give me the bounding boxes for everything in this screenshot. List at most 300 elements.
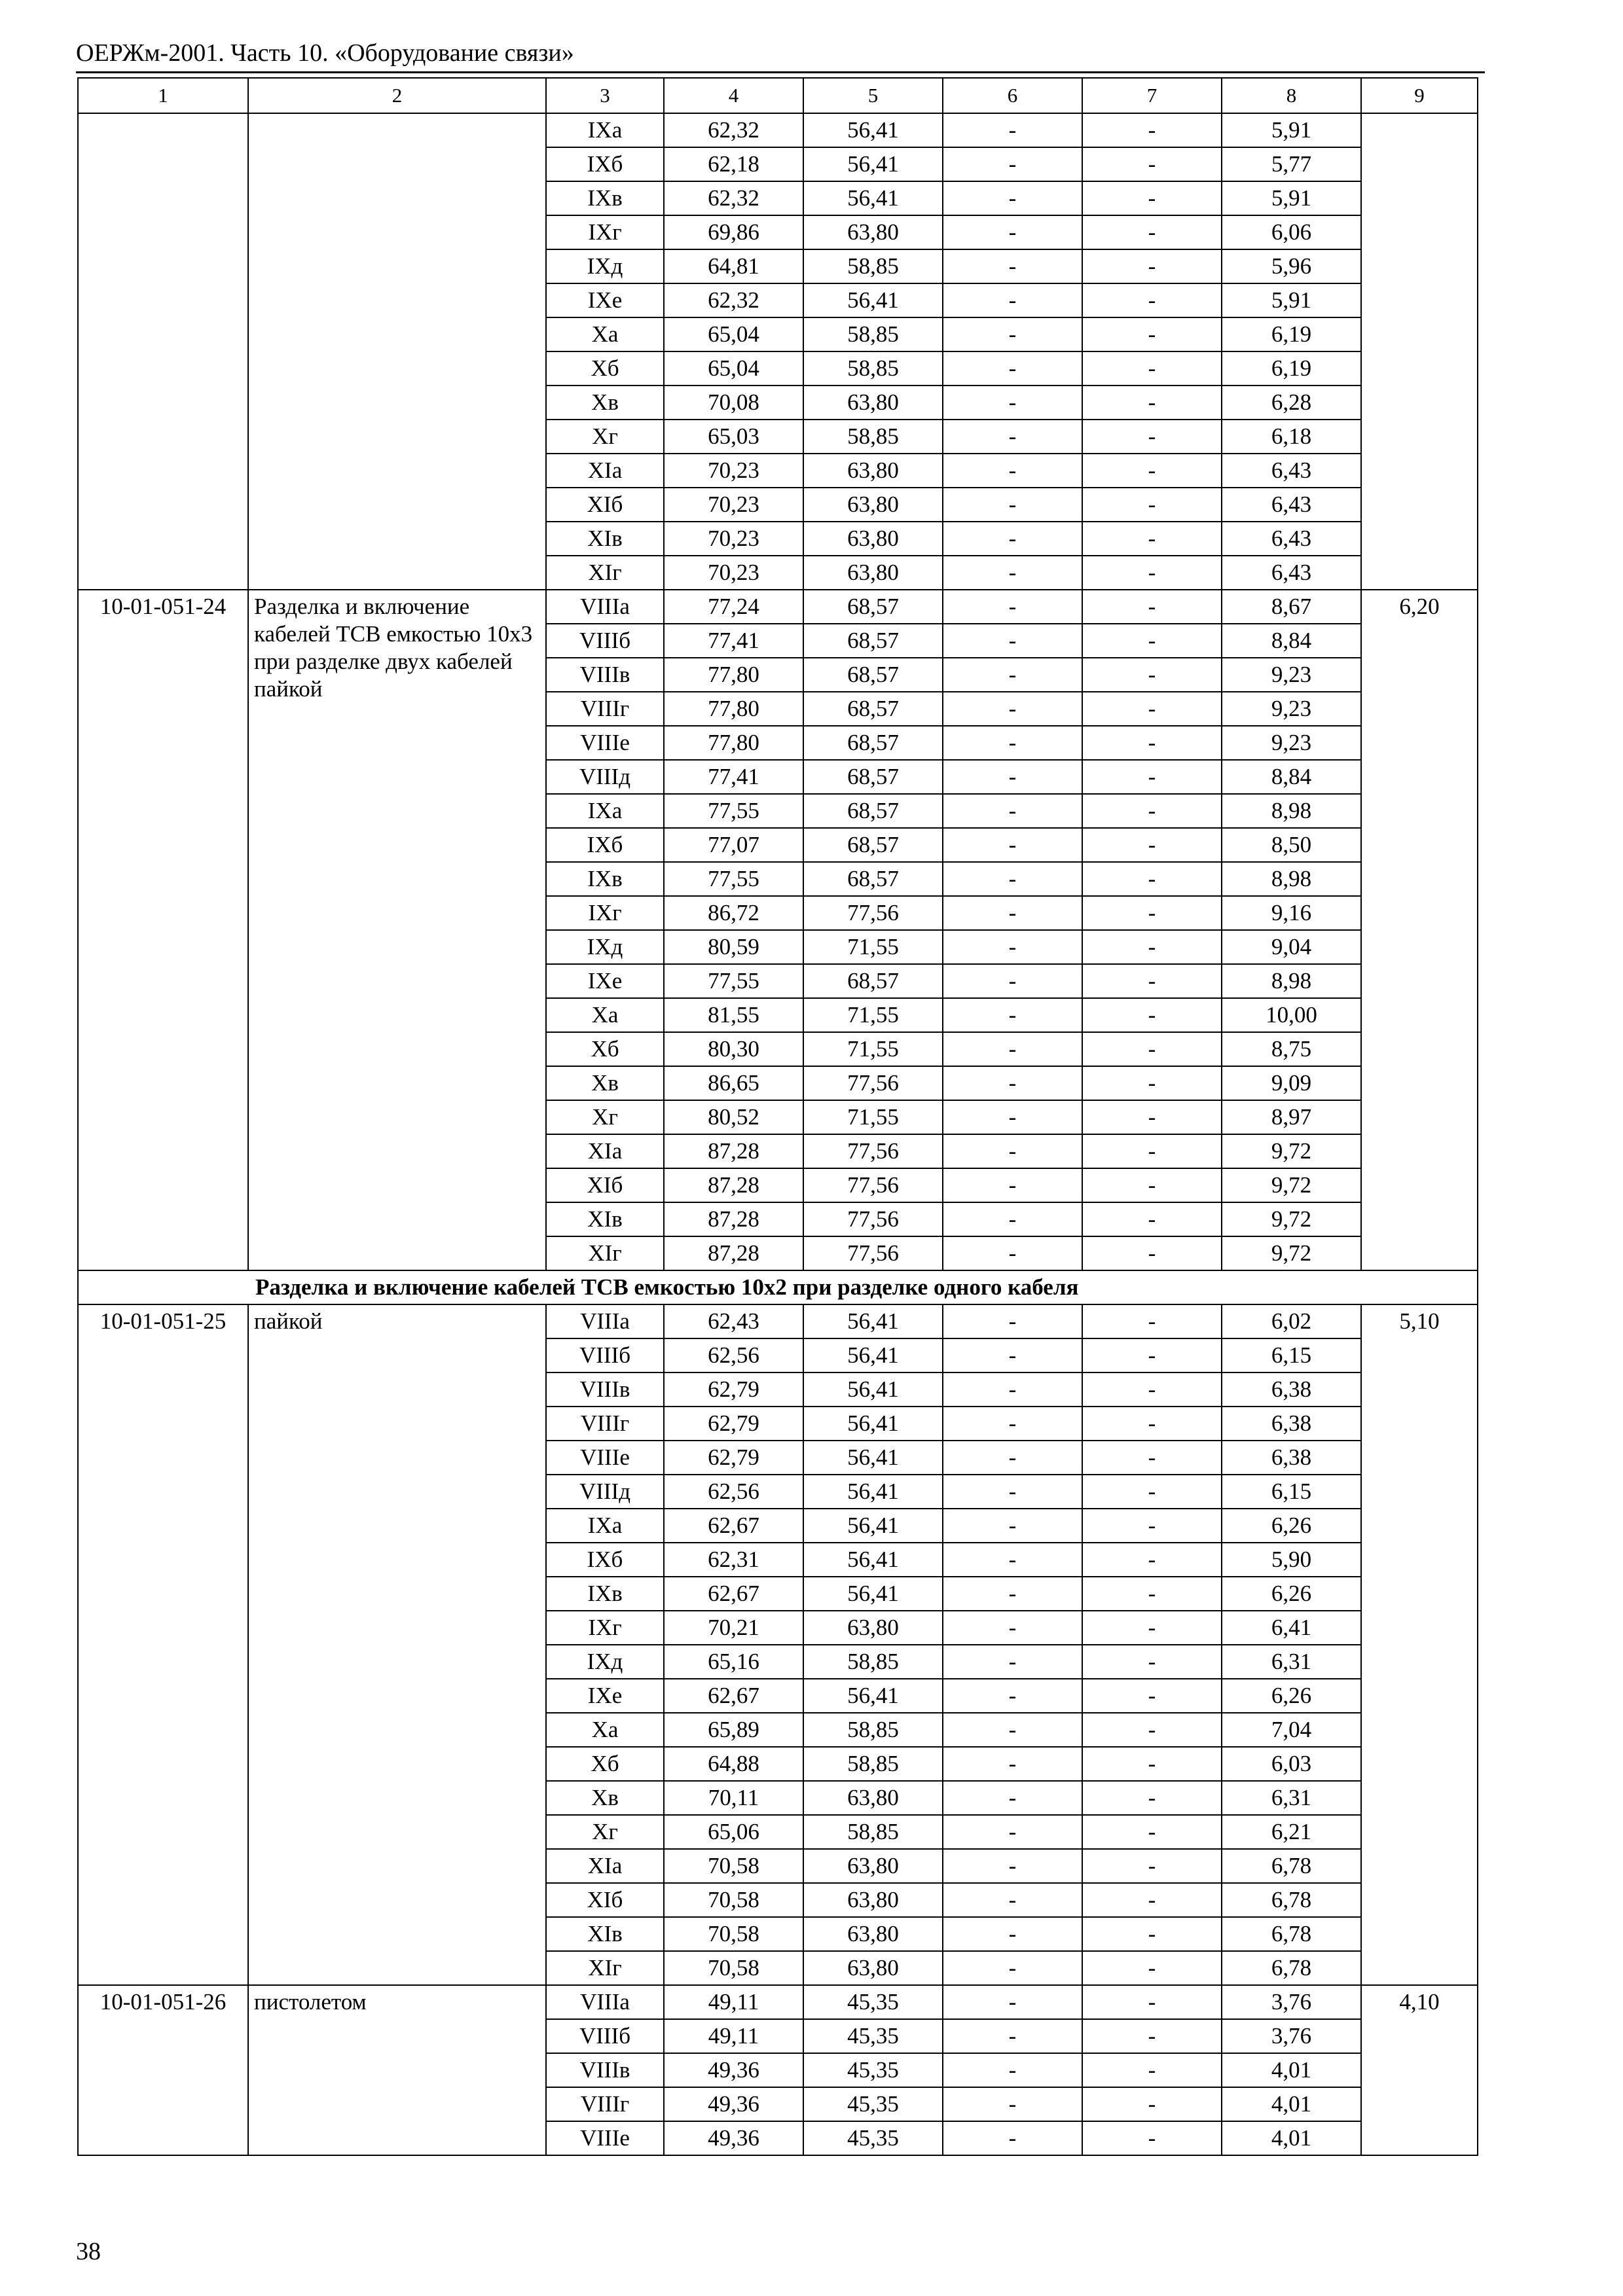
col8-value: 4,01 [1222, 2087, 1361, 2121]
col8-value: 6,41 [1222, 1611, 1361, 1645]
zone-code: Xв [546, 1066, 664, 1100]
col7-value: - [1082, 1951, 1222, 1985]
col8-value: 8,50 [1222, 828, 1361, 862]
col8-value: 9,16 [1222, 896, 1361, 930]
col7-value: - [1082, 522, 1222, 556]
col6-value: - [943, 1509, 1082, 1543]
col6-value: - [943, 1747, 1082, 1781]
col9-value: 5,10 [1361, 1304, 1478, 1985]
col4-value: 62,79 [664, 1407, 803, 1441]
zone-code: VIIIб [546, 1338, 664, 1372]
col8-value: 6,78 [1222, 1951, 1361, 1985]
col5-value: 68,57 [803, 794, 943, 828]
col7-value: - [1082, 1679, 1222, 1713]
col8-value: 9,09 [1222, 1066, 1361, 1100]
col4-value: 77,55 [664, 794, 803, 828]
col5-value: 63,80 [803, 488, 943, 522]
col5-value: 63,80 [803, 1849, 943, 1883]
col4-value: 62,67 [664, 1679, 803, 1713]
section-heading: Разделка и включение кабелей ТСВ емкостью 10х2 при разделке одного кабеля [78, 1270, 1478, 1304]
zone-code: VIIIг [546, 1407, 664, 1441]
col5-value: 68,57 [803, 760, 943, 794]
col7-value: - [1082, 1372, 1222, 1407]
col8-value: 3,76 [1222, 1985, 1361, 2019]
col5-value: 56,41 [803, 1679, 943, 1713]
col7-value: - [1082, 556, 1222, 590]
col7-value: - [1082, 1475, 1222, 1509]
col7-value: - [1082, 147, 1222, 181]
col6-value: - [943, 1985, 1082, 2019]
col7-value: - [1082, 1100, 1222, 1134]
col6-value: - [943, 522, 1082, 556]
col5-value: 56,41 [803, 113, 943, 147]
col8-value: 6,26 [1222, 1577, 1361, 1611]
col5-value: 68,57 [803, 658, 943, 692]
col6-value: - [943, 1781, 1082, 1815]
table-row [78, 590, 1478, 624]
col5-value: 77,56 [803, 896, 943, 930]
col8-value: 8,98 [1222, 862, 1361, 896]
col7-value: - [1082, 828, 1222, 862]
col5-value: 45,35 [803, 1985, 943, 2019]
col8-value: 6,15 [1222, 1475, 1361, 1509]
col8-value: 8,84 [1222, 624, 1361, 658]
col6-value: - [943, 1407, 1082, 1441]
col7-value: - [1082, 930, 1222, 964]
norm-code: 10-01-051-26 [78, 1985, 248, 2155]
column-header: 6 [943, 78, 1082, 113]
col7-value: - [1082, 760, 1222, 794]
zone-code: XIг [546, 556, 664, 590]
col4-value: 77,80 [664, 726, 803, 760]
col7-value: - [1082, 1849, 1222, 1883]
col8-value: 5,96 [1222, 249, 1361, 283]
col5-value: 63,80 [803, 522, 943, 556]
col4-value: 87,28 [664, 1236, 803, 1270]
zone-code: VIIIв [546, 2053, 664, 2087]
col8-value: 5,77 [1222, 147, 1361, 181]
col8-value: 6,31 [1222, 1781, 1361, 1815]
col7-value: - [1082, 896, 1222, 930]
col7-value: - [1082, 283, 1222, 317]
col6-value: - [943, 1679, 1082, 1713]
norm-description: Разделка и включение кабелей ТСВ емкостью 10х3 при разделке двух кабелей пайкой [248, 590, 546, 1270]
col7-value: - [1082, 2087, 1222, 2121]
zone-code: Xб [546, 1032, 664, 1066]
col4-value: 87,28 [664, 1202, 803, 1236]
col8-value: 6,43 [1222, 556, 1361, 590]
col6-value: - [943, 1168, 1082, 1202]
col5-value: 63,80 [803, 386, 943, 420]
col8-value: 6,06 [1222, 215, 1361, 249]
col7-value: - [1082, 181, 1222, 215]
col9-value: 6,20 [1361, 590, 1478, 1270]
col5-value: 56,41 [803, 1407, 943, 1441]
col7-value: - [1082, 1577, 1222, 1611]
zone-code: XIг [546, 1236, 664, 1270]
col6-value: - [943, 1849, 1082, 1883]
col5-value: 56,41 [803, 1304, 943, 1338]
zone-code: Xг [546, 1100, 664, 1134]
col5-value: 56,41 [803, 283, 943, 317]
col8-value: 6,19 [1222, 317, 1361, 351]
col4-value: 87,28 [664, 1134, 803, 1168]
col6-value: - [943, 590, 1082, 624]
col6-value: - [943, 249, 1082, 283]
col8-value: 3,76 [1222, 2019, 1361, 2053]
column-header-row [78, 78, 1478, 113]
col5-value: 56,41 [803, 181, 943, 215]
col8-value: 5,91 [1222, 283, 1361, 317]
zone-code: VIIIв [546, 658, 664, 692]
col6-value: - [943, 726, 1082, 760]
col7-value: - [1082, 454, 1222, 488]
col5-value: 58,85 [803, 1713, 943, 1747]
col5-value: 71,55 [803, 998, 943, 1032]
col4-value: 64,81 [664, 249, 803, 283]
col8-value: 6,31 [1222, 1645, 1361, 1679]
norm-description: пайкой [248, 1304, 546, 1985]
col4-value: 70,23 [664, 454, 803, 488]
col7-value: - [1082, 1407, 1222, 1441]
col4-value: 49,11 [664, 2019, 803, 2053]
zone-code: IXв [546, 862, 664, 896]
col6-value: - [943, 896, 1082, 930]
zone-code: XIв [546, 1917, 664, 1951]
col7-value: - [1082, 2121, 1222, 2155]
norm-code: 10-01-051-24 [78, 590, 248, 1270]
col6-value: - [943, 351, 1082, 386]
norm-description: пистолетом [248, 1985, 546, 2155]
col6-value: - [943, 1577, 1082, 1611]
col5-value: 45,35 [803, 2019, 943, 2053]
zone-code: Xа [546, 998, 664, 1032]
col7-value: - [1082, 1202, 1222, 1236]
col6-value: - [943, 1543, 1082, 1577]
col4-value: 62,67 [664, 1577, 803, 1611]
col7-value: - [1082, 420, 1222, 454]
col5-value: 71,55 [803, 1032, 943, 1066]
col8-value: 6,21 [1222, 1815, 1361, 1849]
col5-value: 56,41 [803, 1338, 943, 1372]
col8-value: 6,43 [1222, 522, 1361, 556]
col5-value: 71,55 [803, 1100, 943, 1134]
col5-value: 45,35 [803, 2121, 943, 2155]
col7-value: - [1082, 658, 1222, 692]
col8-value: 9,23 [1222, 726, 1361, 760]
zone-code: IXб [546, 828, 664, 862]
col4-value: 77,80 [664, 692, 803, 726]
col6-value: - [943, 1032, 1082, 1066]
col8-value: 8,98 [1222, 964, 1361, 998]
col7-value: - [1082, 1441, 1222, 1475]
col5-value: 45,35 [803, 2053, 943, 2087]
col5-value: 58,85 [803, 1645, 943, 1679]
col7-value: - [1082, 1032, 1222, 1066]
col6-value: - [943, 1951, 1082, 1985]
col4-value: 65,04 [664, 351, 803, 386]
col5-value: 58,85 [803, 249, 943, 283]
col4-value: 49,36 [664, 2053, 803, 2087]
col4-value: 65,03 [664, 420, 803, 454]
zone-code: XIб [546, 1883, 664, 1917]
col8-value: 6,78 [1222, 1883, 1361, 1917]
table-body [78, 78, 1478, 2155]
zone-code: IXг [546, 215, 664, 249]
zone-code: IXв [546, 1577, 664, 1611]
zone-code: VIIIд [546, 1475, 664, 1509]
col8-value: 6,38 [1222, 1372, 1361, 1407]
col7-value: - [1082, 1236, 1222, 1270]
col6-value: - [943, 2087, 1082, 2121]
col5-value: 56,41 [803, 1509, 943, 1543]
col4-value: 70,08 [664, 386, 803, 420]
col8-value: 9,72 [1222, 1168, 1361, 1202]
col5-value: 58,85 [803, 317, 943, 351]
col4-value: 62,79 [664, 1372, 803, 1407]
col5-value: 58,85 [803, 1815, 943, 1849]
col7-value: - [1082, 215, 1222, 249]
col7-value: - [1082, 998, 1222, 1032]
col6-value: - [943, 2053, 1082, 2087]
col4-value: 62,18 [664, 147, 803, 181]
col6-value: - [943, 113, 1082, 147]
col5-value: 56,41 [803, 1577, 943, 1611]
col6-value: - [943, 1202, 1082, 1236]
table-row [78, 1985, 1478, 2019]
col8-value: 8,75 [1222, 1032, 1361, 1066]
col4-value: 49,36 [664, 2121, 803, 2155]
zone-code: XIб [546, 488, 664, 522]
zone-code: IXа [546, 1509, 664, 1543]
col7-value: - [1082, 794, 1222, 828]
col8-value: 6,28 [1222, 386, 1361, 420]
col6-value: - [943, 658, 1082, 692]
col8-value: 5,90 [1222, 1543, 1361, 1577]
col4-value: 65,16 [664, 1645, 803, 1679]
col5-value: 68,57 [803, 862, 943, 896]
col9-value [1361, 113, 1478, 590]
column-header: 9 [1361, 78, 1478, 113]
col6-value: - [943, 1338, 1082, 1372]
col5-value: 58,85 [803, 1747, 943, 1781]
col5-value: 68,57 [803, 964, 943, 998]
col7-value: - [1082, 1883, 1222, 1917]
col6-value: - [943, 317, 1082, 351]
zone-code: IXг [546, 1611, 664, 1645]
column-header: 7 [1082, 78, 1222, 113]
zone-code: VIIIе [546, 2121, 664, 2155]
col5-value: 63,80 [803, 454, 943, 488]
col8-value: 6,43 [1222, 488, 1361, 522]
col8-value: 6,43 [1222, 454, 1361, 488]
zone-code: IXе [546, 964, 664, 998]
col7-value: - [1082, 351, 1222, 386]
col6-value: - [943, 1066, 1082, 1100]
col5-value: 68,57 [803, 624, 943, 658]
zone-code: IXд [546, 1645, 664, 1679]
col7-value: - [1082, 1985, 1222, 2019]
col6-value: - [943, 1883, 1082, 1917]
col4-value: 70,58 [664, 1883, 803, 1917]
col8-value: 7,04 [1222, 1713, 1361, 1747]
zone-code: VIIIа [546, 590, 664, 624]
col4-value: 70,23 [664, 556, 803, 590]
col5-value: 63,80 [803, 215, 943, 249]
col7-value: - [1082, 2053, 1222, 2087]
col4-value: 70,21 [664, 1611, 803, 1645]
col5-value: 56,41 [803, 1372, 943, 1407]
col4-value: 64,88 [664, 1747, 803, 1781]
col6-value: - [943, 556, 1082, 590]
col8-value: 10,00 [1222, 998, 1361, 1032]
col4-value: 77,24 [664, 590, 803, 624]
col4-value: 69,86 [664, 215, 803, 249]
zone-code: Xв [546, 386, 664, 420]
col6-value: - [943, 1815, 1082, 1849]
col8-value: 9,04 [1222, 930, 1361, 964]
col5-value: 77,56 [803, 1202, 943, 1236]
col7-value: - [1082, 964, 1222, 998]
col8-value: 4,01 [1222, 2053, 1361, 2087]
col7-value: - [1082, 1815, 1222, 1849]
zone-code: VIIIб [546, 624, 664, 658]
col8-value: 6,02 [1222, 1304, 1361, 1338]
col5-value: 68,57 [803, 590, 943, 624]
col4-value: 62,79 [664, 1441, 803, 1475]
col4-value: 70,23 [664, 522, 803, 556]
col5-value: 68,57 [803, 828, 943, 862]
col6-value: - [943, 283, 1082, 317]
col4-value: 77,41 [664, 760, 803, 794]
col5-value: 58,85 [803, 351, 943, 386]
zone-code: VIIIв [546, 1372, 664, 1407]
col5-value: 56,41 [803, 1475, 943, 1509]
col8-value: 6,18 [1222, 420, 1361, 454]
zone-code: Xг [546, 1815, 664, 1849]
col8-value: 6,15 [1222, 1338, 1361, 1372]
col6-value: - [943, 181, 1082, 215]
col4-value: 77,55 [664, 862, 803, 896]
col5-value: 63,80 [803, 1883, 943, 1917]
zone-code: VIIIд [546, 760, 664, 794]
col7-value: - [1082, 488, 1222, 522]
col6-value: - [943, 1713, 1082, 1747]
column-header: 1 [78, 78, 248, 113]
col4-value: 65,04 [664, 317, 803, 351]
col8-value: 6,26 [1222, 1509, 1361, 1543]
col6-value: - [943, 2019, 1082, 2053]
column-header: 5 [803, 78, 943, 113]
col6-value: - [943, 964, 1082, 998]
column-header: 3 [546, 78, 664, 113]
col8-value: 6,03 [1222, 1747, 1361, 1781]
zone-code: VIIIа [546, 1985, 664, 2019]
col4-value: 77,07 [664, 828, 803, 862]
col4-value: 77,41 [664, 624, 803, 658]
col5-value: 63,80 [803, 1781, 943, 1815]
zone-code: VIIIг [546, 2087, 664, 2121]
col7-value: - [1082, 1338, 1222, 1372]
col8-value: 6,78 [1222, 1917, 1361, 1951]
col6-value: - [943, 1134, 1082, 1168]
zone-code: Xб [546, 351, 664, 386]
zone-code: IXд [546, 249, 664, 283]
col7-value: - [1082, 1611, 1222, 1645]
zone-code: VIIIа [546, 1304, 664, 1338]
norm-description [248, 113, 546, 590]
col4-value: 86,65 [664, 1066, 803, 1100]
col8-value: 6,26 [1222, 1679, 1361, 1713]
zone-code: VIIIе [546, 726, 664, 760]
zone-code: Xа [546, 317, 664, 351]
col4-value: 77,80 [664, 658, 803, 692]
col4-value: 65,06 [664, 1815, 803, 1849]
col6-value: - [943, 1441, 1082, 1475]
col4-value: 70,58 [664, 1951, 803, 1985]
col7-value: - [1082, 1134, 1222, 1168]
col6-value: - [943, 692, 1082, 726]
zone-code: VIIIб [546, 2019, 664, 2053]
col7-value: - [1082, 624, 1222, 658]
col8-value: 8,84 [1222, 760, 1361, 794]
col4-value: 62,56 [664, 1475, 803, 1509]
col5-value: 77,56 [803, 1236, 943, 1270]
col4-value: 77,55 [664, 964, 803, 998]
zone-code: XIв [546, 1202, 664, 1236]
col7-value: - [1082, 2019, 1222, 2053]
col5-value: 56,41 [803, 1543, 943, 1577]
col8-value: 9,72 [1222, 1202, 1361, 1236]
norm-code [78, 113, 248, 590]
col4-value: 80,59 [664, 930, 803, 964]
col6-value: - [943, 420, 1082, 454]
zone-code: VIIIе [546, 1441, 664, 1475]
col8-value: 8,67 [1222, 590, 1361, 624]
col4-value: 87,28 [664, 1168, 803, 1202]
zone-code: Xа [546, 1713, 664, 1747]
zone-code: IXг [546, 896, 664, 930]
zone-code: IXе [546, 283, 664, 317]
zone-code: XIа [546, 1134, 664, 1168]
col7-value: - [1082, 1917, 1222, 1951]
col6-value: - [943, 930, 1082, 964]
col7-value: - [1082, 1509, 1222, 1543]
col5-value: 63,80 [803, 556, 943, 590]
col5-value: 68,57 [803, 726, 943, 760]
col6-value: - [943, 1304, 1082, 1338]
zone-code: Xг [546, 420, 664, 454]
col7-value: - [1082, 1066, 1222, 1100]
col6-value: - [943, 1236, 1082, 1270]
col6-value: - [943, 1372, 1082, 1407]
col6-value: - [943, 862, 1082, 896]
col7-value: - [1082, 1168, 1222, 1202]
col7-value: - [1082, 590, 1222, 624]
col9-value: 4,10 [1361, 1985, 1478, 2155]
col5-value: 68,57 [803, 692, 943, 726]
col7-value: - [1082, 726, 1222, 760]
col7-value: - [1082, 692, 1222, 726]
zone-code: Xб [546, 1747, 664, 1781]
col7-value: - [1082, 1747, 1222, 1781]
col5-value: 56,41 [803, 1441, 943, 1475]
col6-value: - [943, 386, 1082, 420]
zone-code: IXа [546, 113, 664, 147]
page-number: 38 [76, 2238, 101, 2265]
zone-code: IXб [546, 1543, 664, 1577]
col5-value: 71,55 [803, 930, 943, 964]
